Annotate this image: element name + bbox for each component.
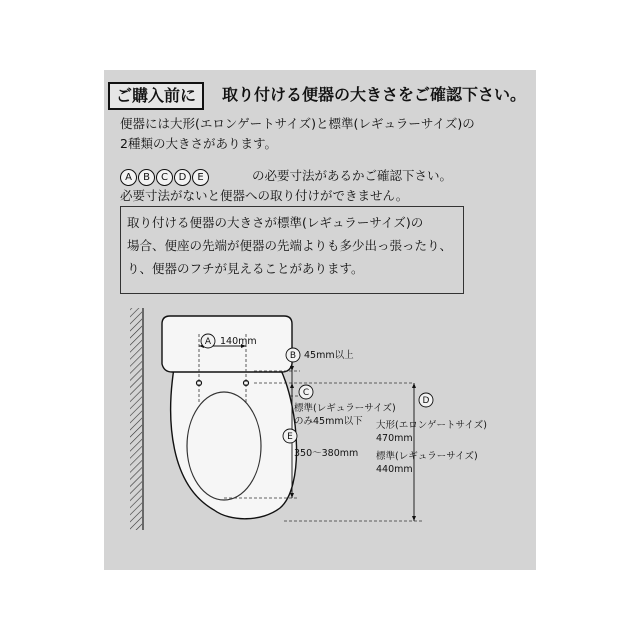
note-line-3: り、便器のフチが見えることがあります。 xyxy=(127,261,364,276)
letter-a: A xyxy=(204,337,212,347)
toilet-dimension-diagram xyxy=(104,300,536,550)
info-panel xyxy=(104,70,536,570)
dims-note-line-1: の必要寸法があるかご確認下さい。 xyxy=(252,168,453,183)
headline: 取り付ける便器の大きさをご確認下さい。 xyxy=(222,85,527,104)
letter-d: D xyxy=(422,396,430,406)
dimension-letters xyxy=(120,166,210,186)
note-line-1: 取り付ける便器の大きさが標準(レギュラーサイズ)の xyxy=(127,215,424,230)
e-arrow-bottom xyxy=(290,493,294,498)
circle-letter-c: C xyxy=(156,169,173,186)
letter-c: C xyxy=(302,388,310,398)
d-standard-label: 標準(レギュラーサイズ) xyxy=(376,451,478,462)
e-value: 350〜380mm xyxy=(294,448,359,459)
wall-hatch xyxy=(130,308,142,530)
d-standard-value: 440mm xyxy=(376,464,413,475)
letter-e: E xyxy=(287,432,293,442)
circle-letter-b: B xyxy=(138,169,155,186)
note-line-2: 場合、便座の先端が便器の先端よりも多少出っ張ったり、 xyxy=(127,238,453,253)
intro-line-1: 便器には大形(エロンゲートサイズ)と標準(レギュラーサイズ)の xyxy=(120,116,475,131)
intro-line-2: 2種類の大きさがあります。 xyxy=(120,136,277,151)
c-line-2: のみ45mm以下 xyxy=(294,416,363,427)
bowl-opening xyxy=(187,392,261,500)
dims-note-line-2: 必要寸法がないと便器への取り付けができません。 xyxy=(120,188,409,203)
letter-b: B xyxy=(289,351,297,361)
regular-size-note-box xyxy=(120,206,464,294)
b-value: 45mm以上 xyxy=(304,350,354,361)
d-large-label: 大形(エロンゲートサイズ) xyxy=(376,420,487,431)
before-purchase-badge: ご購入前に xyxy=(108,82,204,110)
d-arrow-bottom xyxy=(412,516,416,521)
circle-letter-d: D xyxy=(174,169,191,186)
circle-letter-a: A xyxy=(120,169,137,186)
d-arrow-top xyxy=(412,383,416,388)
d-large-value: 470mm xyxy=(376,433,413,444)
a-value: 140mm xyxy=(220,336,257,347)
circle-letter-e: E xyxy=(192,169,209,186)
c-line-1: 標準(レギュラーサイズ) xyxy=(294,403,396,414)
